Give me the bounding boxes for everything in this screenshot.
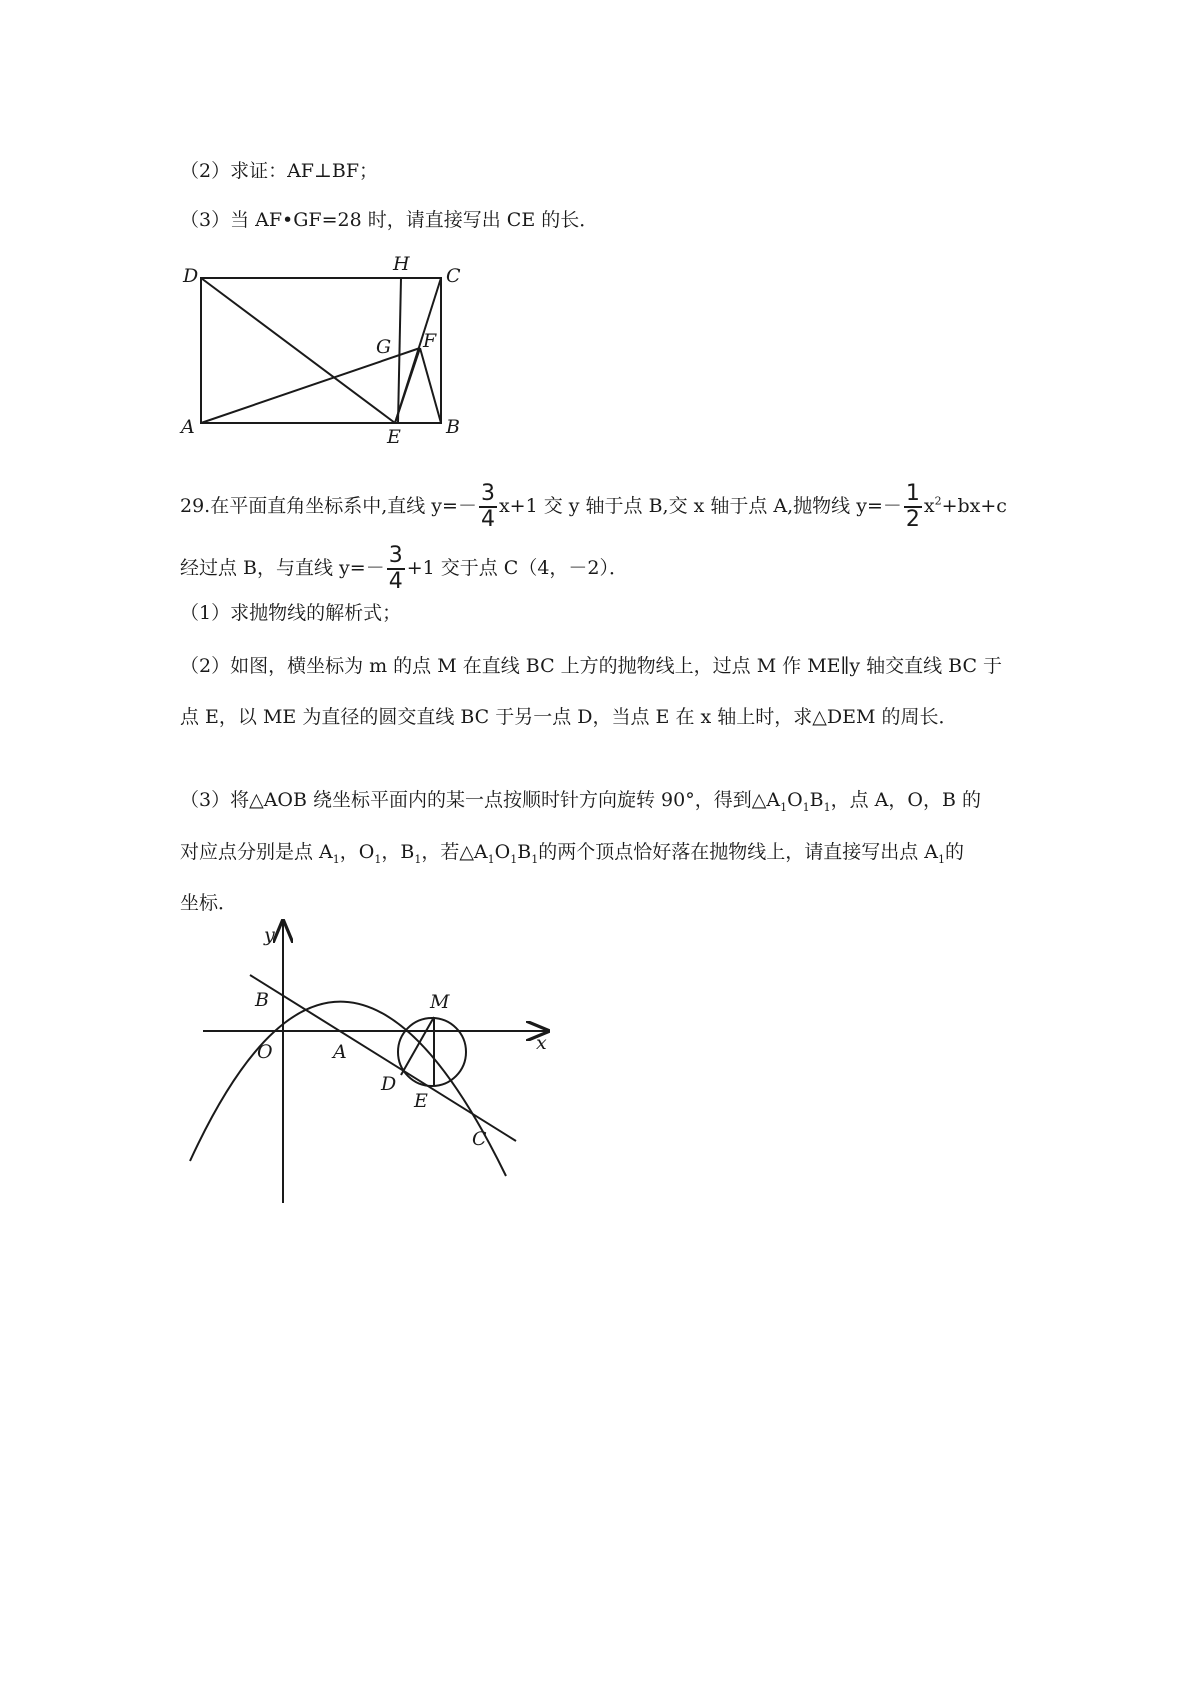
segment-de (201, 278, 395, 423)
q29-line1: 29.在平面直角坐标系中,直线 y=－ $\frac{3}{4}$ x+1 交 y 轴于点 B,交 x 轴于点 A,抛物线 y=－ $\frac{1}{2}$ $x^2+bx+c$ (180, 481, 1007, 532)
label-c: C (472, 1128, 487, 1150)
label-e: E (387, 426, 401, 448)
fraction-3-4-b: $\frac{3}{4}$ (388, 543, 403, 594)
q29-part3-line2: 对应点分别是点 $A_1$，$O_1$，$B_1$，若$\triangle A_1O_1B_1$的两个顶点恰好落在抛物线上，请直接写出点 $A_1$的 (180, 841, 964, 866)
label-b: B (255, 989, 269, 1011)
circle-me (398, 1018, 466, 1086)
label-o: O (257, 1041, 273, 1063)
label-d: D (381, 1073, 397, 1095)
line-bc (250, 975, 516, 1141)
label-f: F (423, 330, 437, 352)
label-m: M (430, 991, 450, 1013)
parabola-figure (0, 900, 1200, 1230)
fraction-1-2: $\frac{1}{2}$ (905, 481, 920, 532)
label-g: G (376, 336, 392, 358)
q29-part1: （1）求抛物线的解析式； (180, 602, 402, 624)
q29-part3-line3: 坐标． (180, 892, 238, 914)
rectangle-figure (0, 0, 1200, 460)
label-y: y (264, 924, 275, 946)
label-b: B (446, 416, 460, 438)
label-a: A (333, 1041, 347, 1063)
segment-he (398, 278, 401, 423)
rectangle-abcd (201, 278, 441, 423)
label-e: E (414, 1090, 428, 1112)
q28-part2: （2）求证：AF⊥BF； (180, 160, 379, 182)
fraction-3-4: $\frac{3}{4}$ (480, 481, 495, 532)
segment-fb (420, 348, 441, 423)
q29-part2-line2: 点 E，以 ME 为直径的圆交直线 BC 于另一点 D，当点 E 在 x 轴上时，求△DEM 的周长． (180, 706, 958, 728)
q29-line2: 经过点 B，与直线 y=－ $\frac{3}{4}$ +1 交于点 C（4，－2）． (180, 543, 629, 594)
q28-part3: （3）当 AF•GF=28 时，请直接写出 CE 的长． (180, 209, 599, 231)
q29-part3-line1: （3）将△AOB 绕坐标平面内的某一点按顺时针方向旋转 90°，得到$\triangle A_1O_1B_1$，点 A，O，B 的 (180, 789, 981, 814)
q29-part2-line1: （2）如图，横坐标为 m 的点 M 在直线 BC 上方的抛物线上，过点 M 作 ME∥y 轴交直线 BC 于 (180, 655, 1003, 677)
label-c: C (446, 265, 461, 287)
label-h: H (393, 253, 410, 275)
label-x: x (536, 1032, 547, 1054)
label-a: A (181, 416, 195, 438)
parabola (190, 1002, 506, 1176)
segment-md (401, 1017, 434, 1075)
label-d: D (183, 265, 199, 287)
